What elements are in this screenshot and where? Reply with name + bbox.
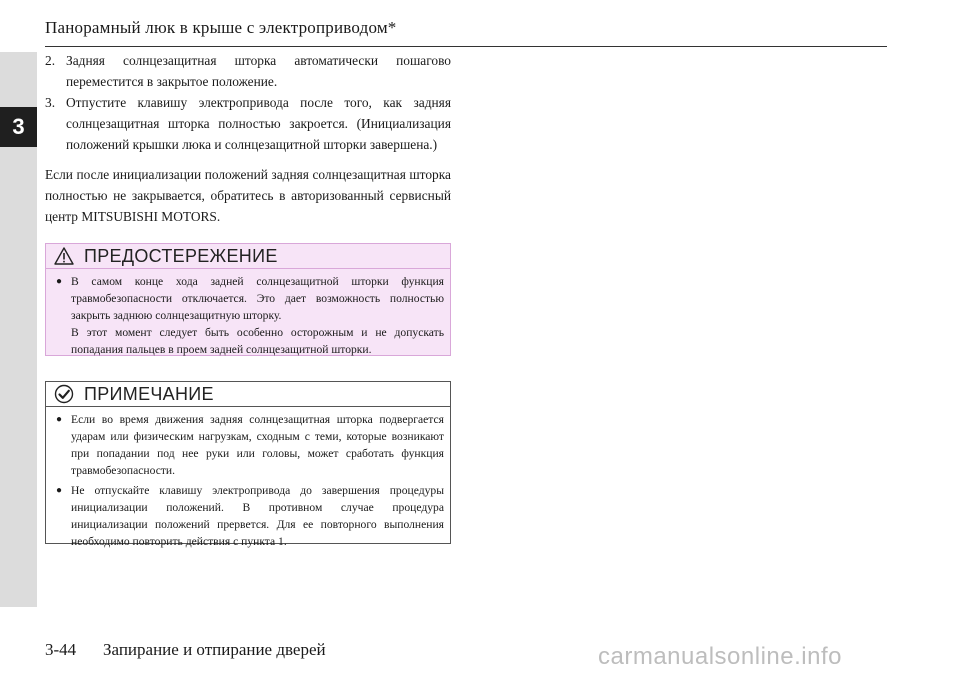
step-number: 2.	[45, 53, 56, 68]
watermark: carmanualsonline.info	[598, 643, 842, 670]
note-header	[46, 382, 450, 407]
note-body	[46, 407, 450, 550]
step-item	[45, 50, 451, 92]
note-box	[45, 381, 451, 548]
warning-triangle-icon	[54, 246, 74, 266]
warning-body	[46, 269, 450, 358]
header-divider	[45, 46, 887, 47]
step-item	[45, 92, 451, 155]
section-title: Запирание и отпирание дверей	[103, 640, 326, 659]
warning-title: ПРЕДОСТЕРЕЖЕНИЕ	[84, 245, 278, 266]
step-text: Отпустите клавишу электропривода после того, как задняя солнцезащитная шторка полностью закроется. (Инициализация положений крышки люка и солнцезащитной шторки завершена.)	[66, 95, 451, 152]
note-title: ПРИМЕЧАНИЕ	[84, 383, 214, 404]
info-paragraph: Если после инициализации положений задняя солнцезащитная шторка полностью не закрывается, обратитесь в авторизованный сервисный центр MITSUBISHI MOTORS.	[45, 167, 451, 224]
warning-text: В этот момент следует быть особенно осторожным и не допускать попадания пальцев в проем задней солнцезащитной шторки.	[71, 326, 444, 356]
warning-box	[45, 243, 451, 356]
note-bullet	[56, 482, 444, 550]
bullet-dot: ●	[56, 485, 63, 496]
warning-bullet-text	[71, 273, 444, 358]
warning-bullet	[56, 273, 444, 358]
page-number: 3-44	[45, 640, 77, 659]
bullet-dot: ●	[56, 414, 63, 425]
steps-list	[45, 50, 451, 155]
warning-text: В самом конце хода задней солнцезащитной шторки функция травмобезопасности отключается. Это дает возможность полностью закрыть заднюю солнцезащитную шторку.	[71, 275, 444, 322]
note-bullet-text: Если во время движения задняя солнцезащитная шторка подвергается ударам или физическим нагрузкам, сходным с теми, которые возникают при попадании под нее руки или головы, может сработать функция травмобезопасности.	[71, 413, 444, 477]
note-bullet	[56, 411, 444, 479]
main-content	[45, 50, 451, 227]
note-check-icon	[54, 384, 74, 404]
step-number: 3.	[45, 95, 56, 110]
page-header-title: Панорамный люк в крыше с электроприводом*	[45, 18, 397, 37]
chapter-tab: 3	[0, 107, 37, 147]
note-bullet-text: Не отпускайте клавишу электропривода до завершения процедуры инициализации положений. В противном случае процедура инициализации положений прервется. Для ее повторного выполнения необходимо повторить действия с пункта 1.	[71, 484, 444, 548]
warning-header	[46, 244, 450, 269]
step-text: Задняя солнцезащитная шторка автоматически пошагово переместится в закрытое положение.	[66, 53, 451, 89]
bullet-dot: ●	[56, 276, 63, 287]
